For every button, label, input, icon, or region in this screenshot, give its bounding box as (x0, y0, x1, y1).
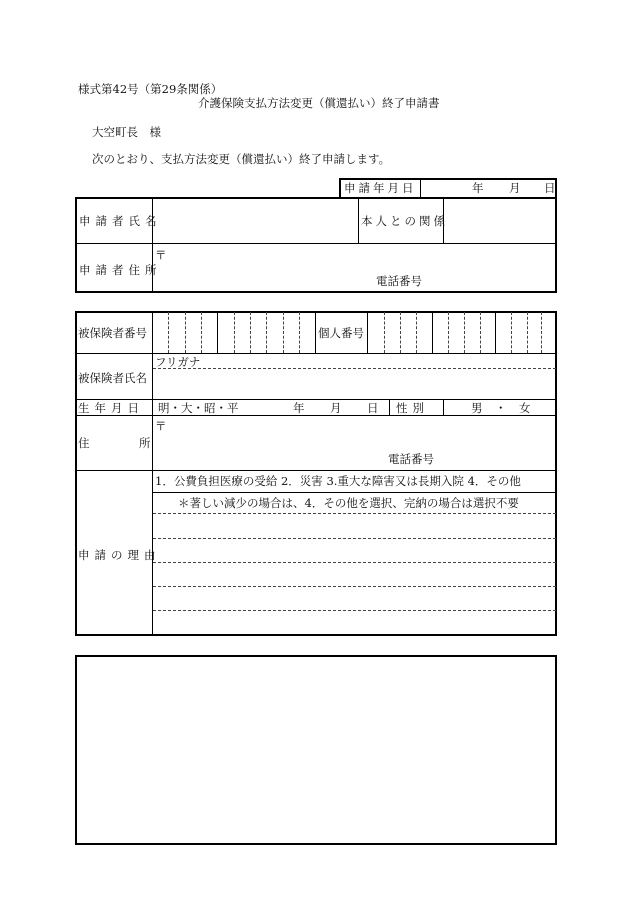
applicant-name-field[interactable] (154, 199, 356, 242)
insured-name-label: 被保険者氏名 (78, 371, 147, 385)
remarks-box[interactable] (75, 655, 557, 845)
reason-label: 申請の理由 (78, 548, 161, 562)
insured-postal-mark: 〒 (155, 419, 167, 433)
application-date-year: 年 (472, 181, 484, 195)
reason-note: ＊著しい減少の場合は、4．その他を選択、完納の場合は選択不要 (178, 496, 519, 510)
reason-details-field[interactable] (154, 515, 554, 633)
gender-male-option[interactable]: 男 (471, 401, 483, 415)
application-date-day: 日 (544, 181, 556, 195)
birth-month: 月 (330, 401, 342, 415)
birth-date-label: 生年月日 (78, 401, 144, 415)
birth-year: 年 (293, 401, 305, 415)
insured-address-label: 住 (78, 436, 90, 450)
birth-day: 日 (367, 401, 379, 415)
era-options[interactable]: 明・大・昭・平 (158, 401, 239, 415)
insured-address-field[interactable] (154, 417, 554, 469)
intro-text: 次のとおり、支払方法変更（償還払い）終了申請します。 (92, 152, 391, 166)
insured-address-label-2: 所 (139, 436, 151, 450)
insured-number-label: 被保険者番号 (78, 326, 147, 340)
gender-female-option[interactable]: 女 (519, 401, 531, 415)
personal-number-label: 個人番号 (318, 326, 364, 340)
insured-number-field[interactable] (154, 313, 314, 352)
form-title: 介護保険支払方法変更（償還払い）終了申請書 (198, 96, 440, 110)
personal-number-field[interactable] (369, 313, 554, 352)
form-number: 様式第42号（第29条関係） (78, 82, 223, 96)
reason-options[interactable]: 1．公費負担医療の受給 2．災害 3.重大な障害又は長期入院 4．その他 (155, 474, 521, 488)
relation-label: 本人との関係 (361, 214, 448, 228)
applicant-address-field[interactable] (154, 245, 553, 289)
applicant-name-label: 申請者氏名 (79, 214, 162, 228)
applicant-phone-label: 電話番号 (376, 274, 422, 288)
application-date-label: 申請年月日 (344, 181, 417, 195)
furigana-label: フリガナ (155, 355, 201, 369)
gender-separator: ・ (495, 401, 507, 415)
applicant-address-label: 申請者住所 (79, 263, 162, 277)
gender-label: 性別 (396, 401, 429, 415)
relation-field[interactable] (445, 199, 553, 242)
insured-phone-label: 電話番号 (388, 452, 434, 466)
insured-name-field[interactable] (154, 370, 554, 398)
addressee: 大空町長 様 (92, 125, 161, 139)
applicant-postal-mark: 〒 (155, 248, 167, 262)
application-date-month: 月 (509, 181, 521, 195)
